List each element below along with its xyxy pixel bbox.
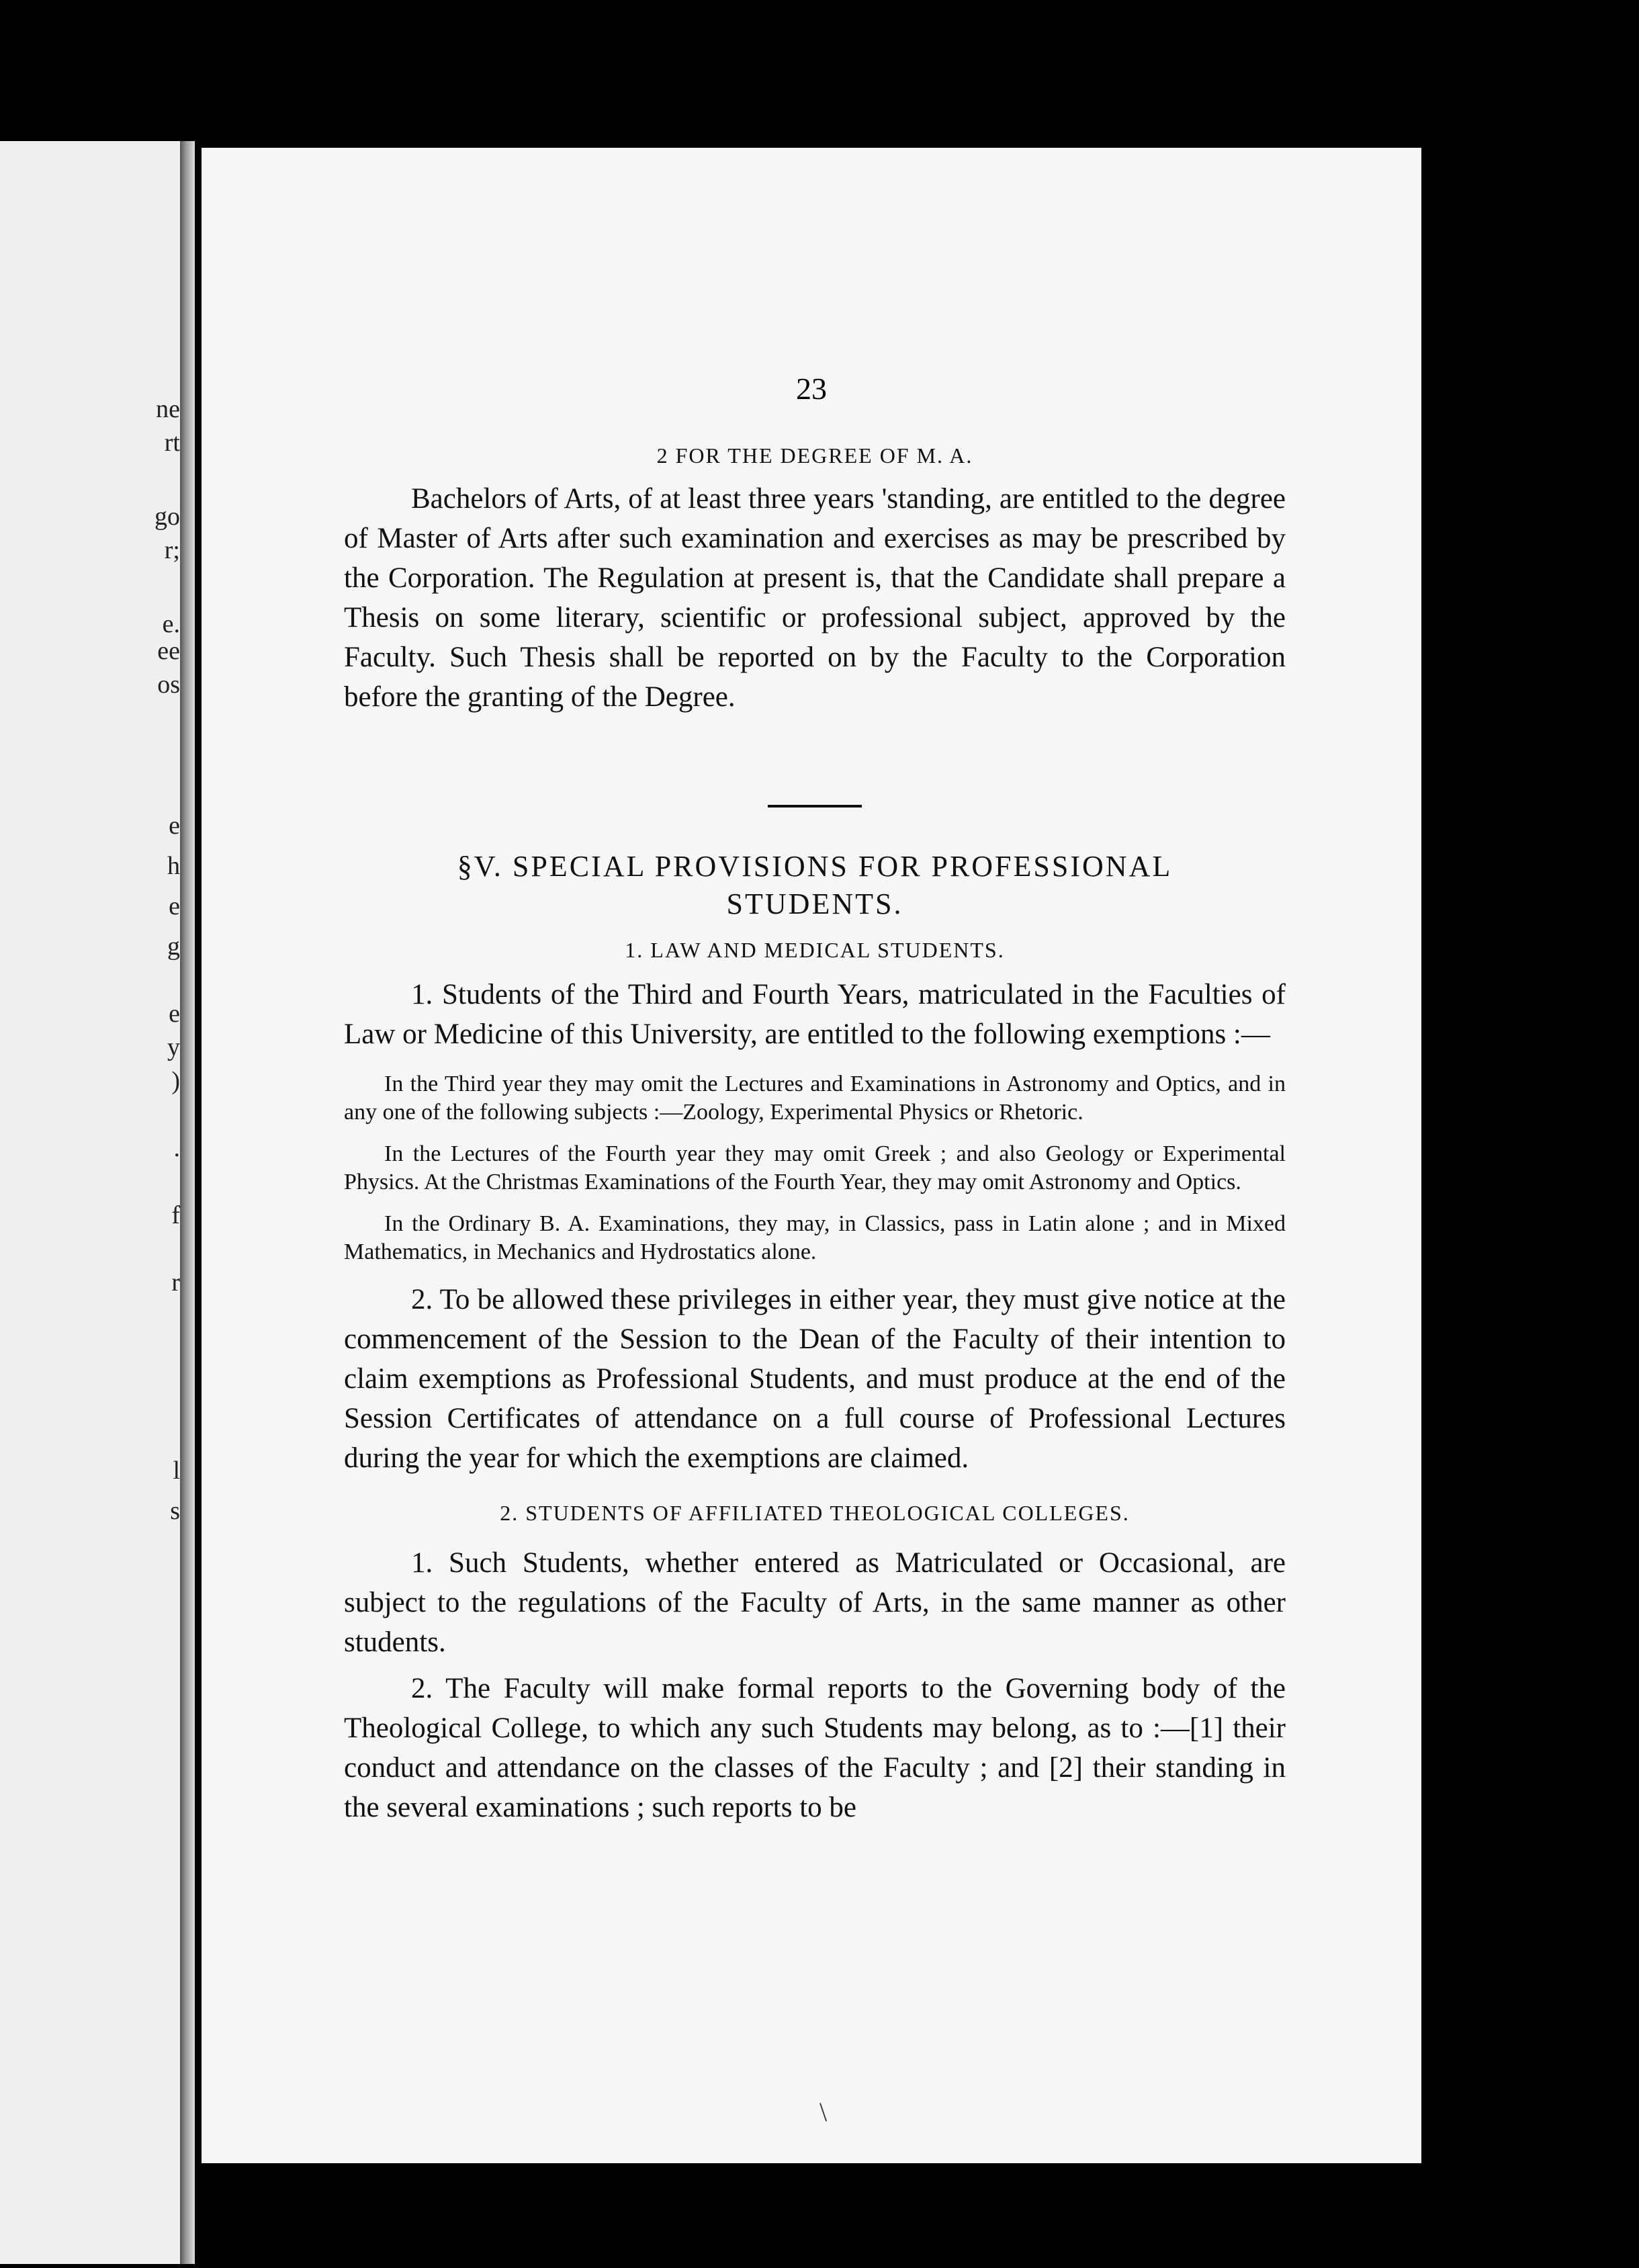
paragraph-exemptions: 1. Students of the Third and Fourth Years, matriculated in the Faculties of Law or Medicine of this University, are entitled to the following exemptions :— bbox=[344, 979, 1286, 1050]
margin-fragment: e bbox=[169, 1000, 180, 1028]
margin-fragment: e bbox=[169, 812, 180, 840]
subsection-heading-ma: 2 FOR THE DEGREE OF M. A. bbox=[656, 443, 973, 468]
margin-fragment: . bbox=[173, 1134, 180, 1162]
section-title-cont: STUDENTS. bbox=[726, 887, 903, 920]
margin-fragment: os bbox=[157, 670, 180, 699]
facing-page-fragment bbox=[0, 141, 180, 2264]
paragraph-faculty-reports: 2. The Faculty will make formal reports to the Governing body of the Theological College, to which any such Students may belong, as to :—[1] their conduct and attendance on the classes of the Faculty ; and [2] their standing in the several examinations ; such reports to be bbox=[344, 1673, 1286, 1823]
paragraph-ma: Bachelors of Arts, of at least three years 'standing, are entitled to the degree of Master of Arts after such examination and exercises as may be prescribed by the Corporation. The Regulation at present is, that the Candidate shall prepare a Thesis on some literary, scientific or professional subject, approved by the Faculty. Such Thesis shall be reported on by the Faculty to the Corporation before the granting of the Degree. bbox=[344, 483, 1286, 713]
margin-fragment: ne bbox=[156, 395, 180, 423]
page-number: 23 bbox=[796, 372, 827, 406]
margin-fragment: e bbox=[169, 892, 180, 920]
margin-fragment: e. bbox=[162, 610, 180, 638]
margin-fragment: g bbox=[167, 932, 180, 961]
paragraph-privileges: 2. To be allowed these privileges in either year, they must give notice at the commencement of the Session to the Dean of the Faculty of their intention to claim exemptions as Professional Students, and must produce at the end of the Session Certificates of attendance on a full course of Professional Lectures during the year for which the exemptions are claimed. bbox=[344, 1284, 1286, 1474]
note-ordinary-ba: In the Ordinary B. A. Examinations, they may, in Classics, pass in Latin alone ; and in Mixed Mathematics, in Mechanics and Hydrostatics alone. bbox=[344, 1211, 1286, 1264]
scan-artifact: \ bbox=[820, 2097, 828, 2127]
book-spine bbox=[180, 141, 195, 2264]
margin-fragment: rt bbox=[164, 429, 180, 457]
note-fourth-year: In the Lectures of the Fourth year they may omit Greek ; and also Geology or Experimental Physics. At the Christmas Examinations of the Fourth Year, they may omit Astronomy and Optics. bbox=[344, 1141, 1286, 1194]
margin-fragment: f bbox=[171, 1201, 180, 1229]
professional-section bbox=[344, 805, 1286, 1827]
paragraph-theological-students: 1. Such Students, whether entered as Matriculated or Occasional, are subject to the regulations of the Faculty of Arts, in the same manner as other students. bbox=[344, 1547, 1286, 1658]
margin-fragment: ) bbox=[171, 1067, 180, 1095]
margin-fragment: h bbox=[167, 852, 180, 880]
note-third-year: In the Third year they may omit the Lectures and Examinations in Astronomy and Optics, and in any one of the following subjects :—Zoology, Experimental Physics or Rhetoric. bbox=[344, 1072, 1286, 1125]
document-page bbox=[202, 148, 1421, 2163]
subsection-heading-theological: 2. STUDENTS OF AFFILIATED THEOLOGICAL COLLEGES. bbox=[500, 1501, 1130, 1525]
margin-fragment: ee bbox=[157, 637, 180, 665]
margin-fragment: s bbox=[170, 1497, 180, 1525]
ma-section bbox=[344, 443, 1286, 717]
margin-fragment: go bbox=[154, 503, 180, 531]
section-title: §V. SPECIAL PROVISIONS FOR PROFESSIONAL bbox=[457, 850, 1173, 883]
margin-fragment: l bbox=[173, 1456, 180, 1485]
subsection-heading-law-medical: 1. LAW AND MEDICAL STUDENTS. bbox=[625, 938, 1005, 962]
margin-fragment: r; bbox=[164, 536, 180, 564]
margin-fragment: y bbox=[167, 1033, 180, 1061]
margin-fragment: r bbox=[171, 1268, 180, 1297]
